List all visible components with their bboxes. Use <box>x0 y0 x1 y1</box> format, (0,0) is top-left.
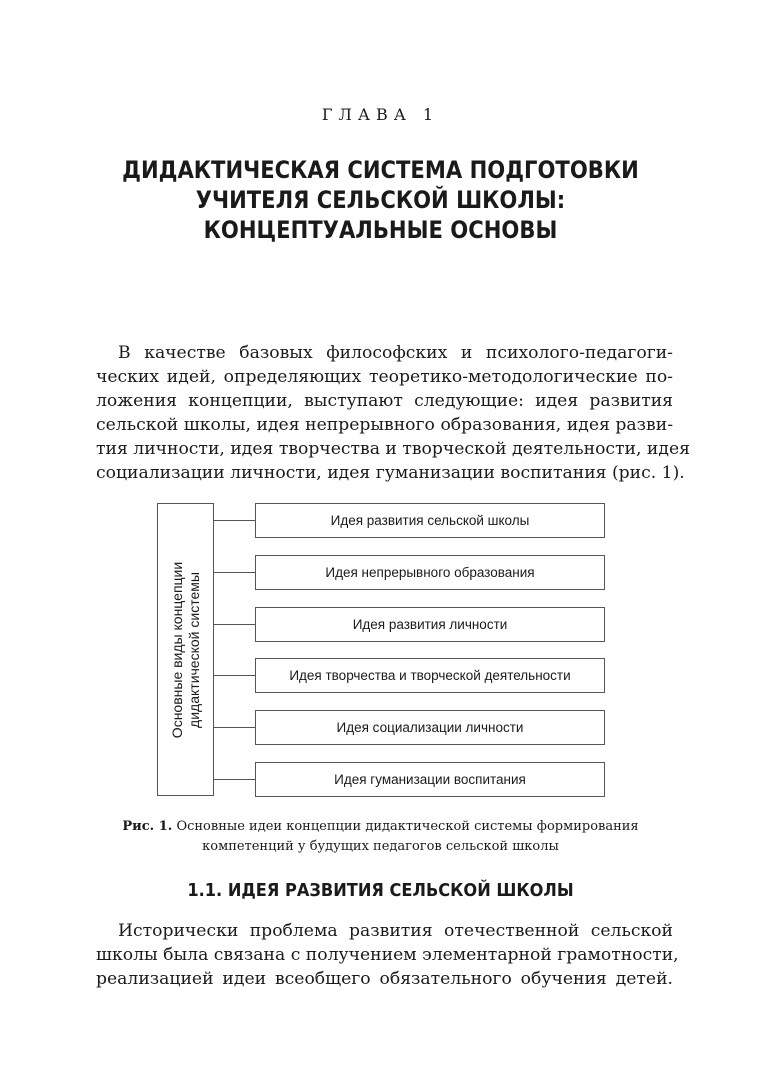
diagram-root-label <box>169 561 203 737</box>
text-line: тия личности, идея творчества и творческой деятельности, идея <box>96 439 690 459</box>
connector-line <box>213 727 255 728</box>
caption-line: компетенций у будущих педагогов сельской школы <box>202 839 559 854</box>
diagram-item-box: Идея развития сельской школы <box>255 503 605 538</box>
text-line: ческих идей, определяющих теоретико-методологические по- <box>96 367 673 387</box>
figure-caption <box>80 817 681 857</box>
title-line: ДИДАКТИЧЕСКАЯ СИСТЕМА ПОДГОТОВКИ <box>122 156 639 184</box>
diagram-item-box: Идея творчества и творческой деятельности <box>255 658 605 693</box>
text-line: реализацией идеи всеобщего обязательного обучения детей. <box>96 969 673 989</box>
section-heading: 1.1. ИДЕЯ РАЗВИТИЯ СЕЛЬСКОЙ ШКОЛЫ <box>187 880 574 901</box>
diagram-item-box: Идея гуманизации воспитания <box>255 762 605 797</box>
text-line: ложения концепции, выступают следующие: идея развития <box>96 391 673 411</box>
connector-line <box>213 572 255 573</box>
text-line: школы была связана с получением элементарной грамотности, <box>96 945 679 965</box>
section-paragraph <box>96 919 679 991</box>
connector-line <box>213 520 255 521</box>
caption-label: Рис. 1. <box>122 819 173 834</box>
connector-line <box>213 624 255 625</box>
text-line: Исторически проблема развития отечественной сельской <box>118 921 673 941</box>
caption-line: Основные идеи концепции дидактической системы формирования <box>176 819 639 834</box>
root-label-line: дидактической системы <box>185 571 202 728</box>
chapter-label: ГЛАВА 1 <box>321 105 440 124</box>
chapter-title <box>98 155 662 245</box>
diagram-item-box: Идея развития личности <box>255 607 605 642</box>
diagram-root-box <box>157 503 214 796</box>
diagram-item-box: Идея социализации личности <box>255 710 605 745</box>
connector-line <box>213 779 255 780</box>
title-line: УЧИТЕЛЯ СЕЛЬСКОЙ ШКОЛЫ: <box>195 186 566 214</box>
text-line: социализации личности, идея гуманизации воспитания (рис. 1). <box>96 463 685 483</box>
title-line: КОНЦЕПТУАЛЬНЫЕ ОСНОВЫ <box>203 216 558 244</box>
text-line: сельской школы, идея непрерывного образования, идея разви- <box>96 415 673 435</box>
root-label-line: Основные виды концепции <box>168 561 185 738</box>
text-line: В качестве базовых философских и психолого-педагоги- <box>118 343 673 363</box>
diagram-item-box: Идея непрерывного образования <box>255 555 605 590</box>
connector-line <box>213 675 255 676</box>
intro-paragraph <box>96 341 690 485</box>
